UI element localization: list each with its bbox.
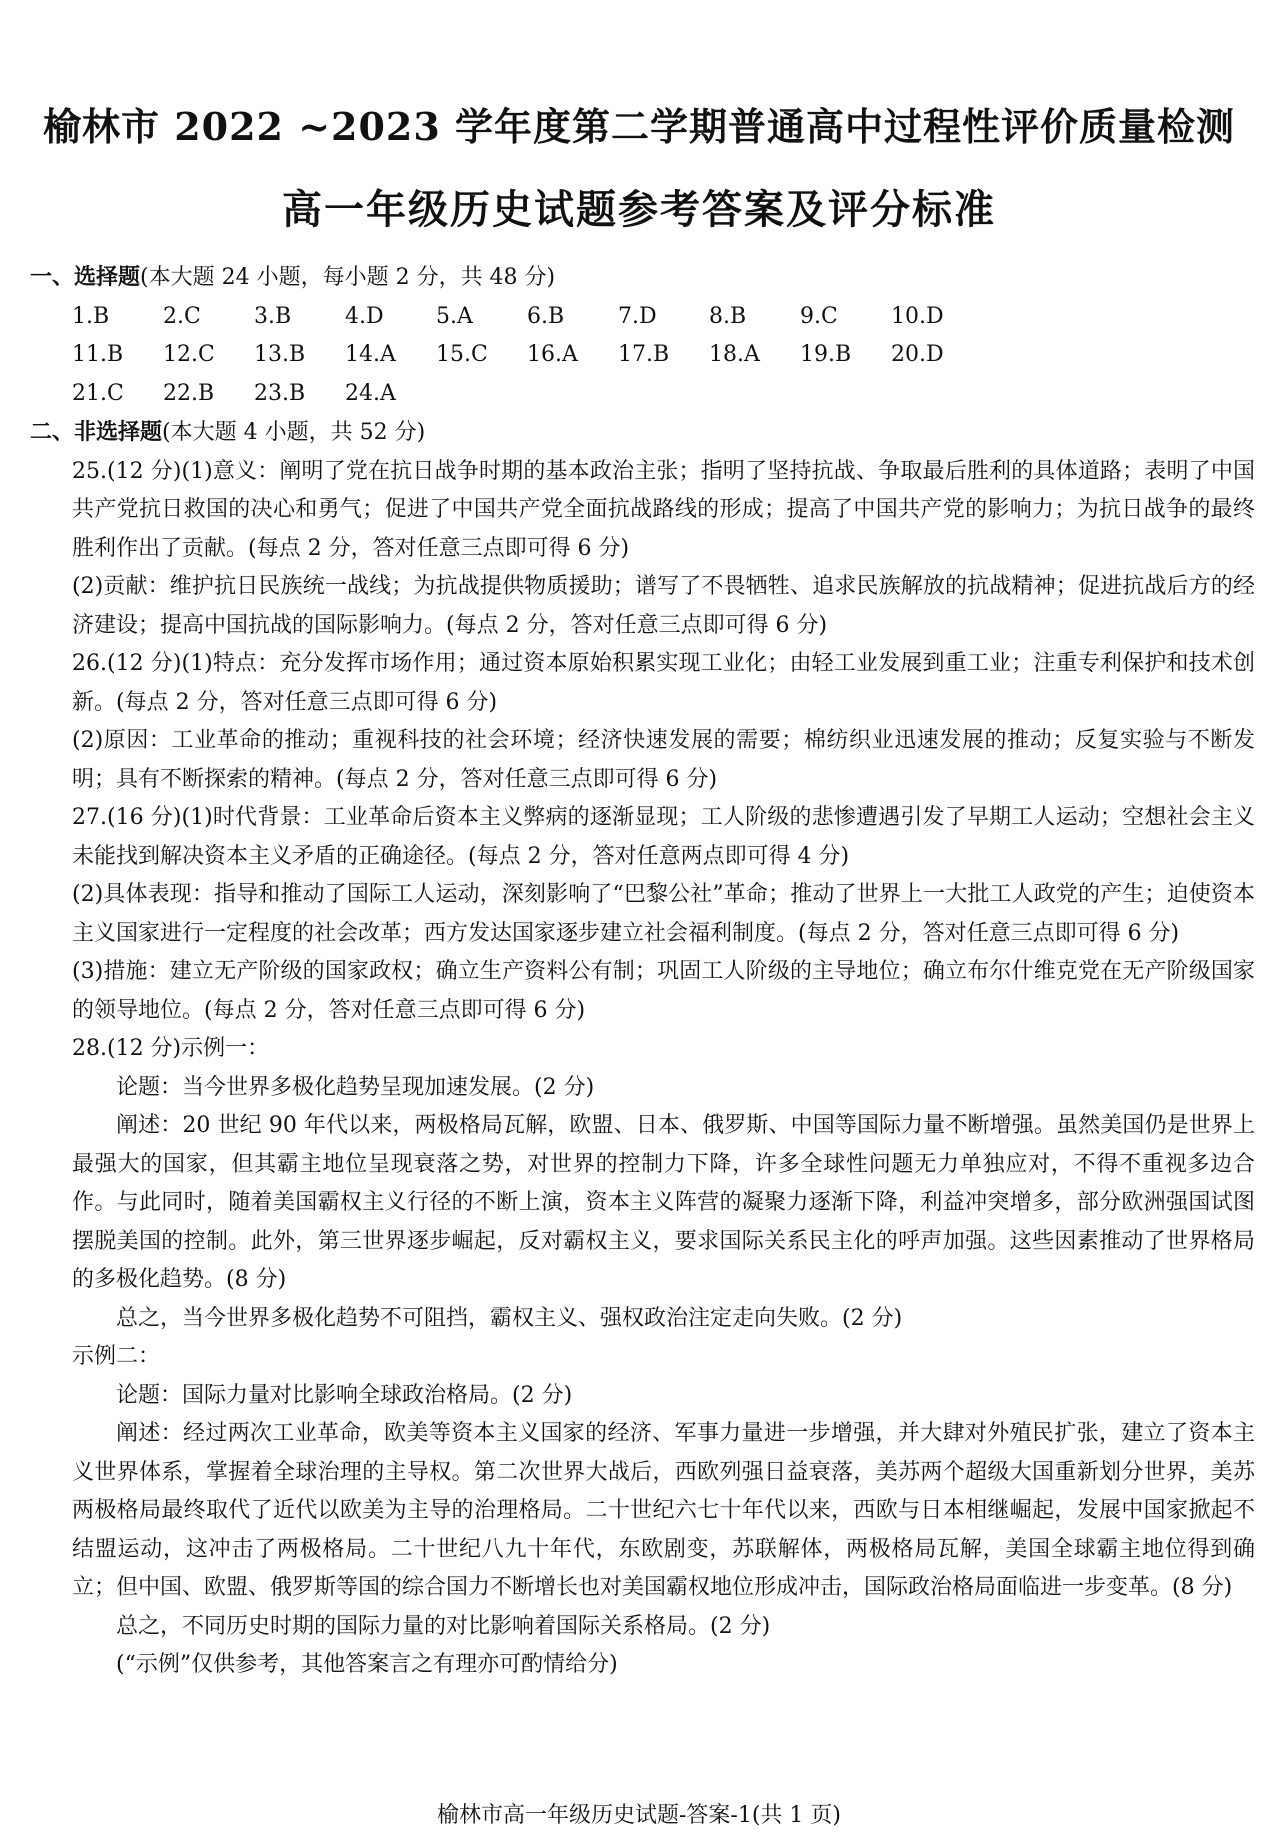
q28-heading: 28.(12 分)示例一： <box>72 1036 270 1061</box>
q28-example1-conclusion: 总之，当今世界多极化趋势不可阻挡，霸权主义、强权政治注定走向失败。(2 分) <box>116 1305 903 1331</box>
section-1-note: (本大题 24 小题，每小题 2 分，共 48 分) <box>140 265 556 290</box>
mc-answer: 14.A <box>345 342 396 367</box>
mc-answer: 23.B <box>254 380 306 406</box>
multiple-choice-answers <box>72 298 1255 414</box>
mc-answer: 7.D <box>618 303 657 329</box>
mc-answer: 19.B <box>800 342 852 367</box>
mc-answer: 16.A <box>527 342 578 367</box>
q28-example2-body: 阐述：经过两次工业革命，欧美等资本主义国家的经济、军事力量进一步增强，并大肆对外殖民扩张，建立了资本主义世界体系，掌握着全球治理的主导权。第二次世界大战后，西欧列强日益衰落，美苏两个超级大国重新划分世界，美苏两极格局最终取代了近代以欧美为主导的治理格局。二十世纪六七十年代以来，西欧与日本相继崛起，发展中国家掀起不结盟运动，这冲击了两极格局。二十世纪八九十年代，东欧剧变，苏联解体，两极格局瓦解，美国全球霸主地位得到确立；但中国、欧盟、俄罗斯等国的综合国力不断增长也对美国霸权地位形成冲击，国际政治格局面临进一步变革。(8 分) <box>72 1421 1255 1600</box>
mc-answer: 17.B <box>618 342 670 367</box>
q28-example1-body: 阐述：20 世纪 90 年代以来，两极格局瓦解，欧盟、日本、俄罗斯、中国等国际力量不断增强。虽然美国仍是世界上最强大的国家，但其霸主地位呈现衰落之势，对世界的控制力下降，许多全球性问题无力单独应对，不得不重视多边合作。与此同时，随着美国霸权主义行径的不断上演，资本主义阵营的凝聚力逐渐下降，利益冲突增多，部分欧洲强国试图摆脱美国的控制。此外，第三世界逐步崛起，反对霸权主义，要求国际关系民主化的呼声加强。这些因素推动了世界格局的多极化趋势。(8 分) <box>72 1113 1255 1292</box>
section-1-title: 一、选择题 <box>30 264 141 290</box>
mc-answer: 3.B <box>254 303 292 329</box>
mc-answer: 8.B <box>709 303 747 329</box>
section-2-note: (本大题 4 小题，共 52 分) <box>162 420 426 445</box>
mc-answer: 12.C <box>163 342 215 367</box>
q25-part1: 25.(12 分)(1)意义：阐明了党在抗日战争时期的基本政治主张；指明了坚持抗战、争取最后胜利的具体道路；表明了中国共产党抗日救国的决心和勇气；促进了中国共产党全面抗战路线的形成；提高了中国共产党的影响力；为抗日战争的最终胜利作出了贡献。(每点 2 分，答对任意三点即可得 6 分) <box>72 458 1255 561</box>
mc-answer: 15.C <box>436 342 488 367</box>
mc-answer: 22.B <box>163 380 215 406</box>
mc-answer: 4.D <box>345 303 384 329</box>
mc-answer: 9.C <box>800 303 838 329</box>
mc-answer: 1.B <box>72 303 110 329</box>
section-1-heading <box>30 258 1255 298</box>
mc-answer: 21.C <box>72 380 124 406</box>
q26-part2: (2)原因：工业革命的推动；重视科技的社会环境；经济快速发展的需要；棉纺织业迅速发展的推动；反复实验与不断发明；具有不断探索的精神。(每点 2 分，答对任意三点即可得 6 分) <box>72 728 1255 792</box>
q27-part3: (3)措施：建立无产阶级的国家政权；确立生产资料公有制；巩固工人阶级的主导地位；确立布尔什维克党在无产阶级国家的领导地位。(每点 2 分，答对任意三点即可得 6 分) <box>72 959 1255 1023</box>
mc-answer: 10.D <box>891 303 944 329</box>
q25-part2: (2)贡献：维护抗日民族统一战线；为抗战提供物质援助；谱写了不畏牺牲、追求民族解放的抗战精神；促进抗战后方的经济建设；提高中国抗战的国际影响力。(每点 2 分，答对任意三点即可得 6 分) <box>72 574 1255 638</box>
mc-answer: 2.C <box>163 303 201 329</box>
mc-answer: 5.A <box>436 303 473 329</box>
mc-answer: 20.D <box>891 342 944 367</box>
section-2-title: 二、非选择题 <box>30 419 163 445</box>
q27-part1: 27.(16 分)(1)时代背景：工业革命后资本主义弊病的逐渐显现；工人阶级的悲惨遭遇引发了早期工人运动；空想社会主义未能找到解决资本主义矛盾的正确途径。(每点 2 分，答对任意两点即可得 4 分) <box>72 805 1255 869</box>
q27-part2: (2)具体表现：指导和推动了国际工人运动，深刻影响了“巴黎公社”革命；推动了世界上一大批工人政党的产生；迫使资本主义国家进行一定程度的社会改革；西方发达国家逐步建立社会福利制度。(每点 2 分，答对任意三点即可得 6 分) <box>72 882 1255 946</box>
exam-title: 榆林市 2022 ~2023 学年度第二学期普通高中过程性评价质量检测 <box>42 104 1236 149</box>
q28-example2-heading: 示例二： <box>72 1344 161 1369</box>
q28-example1-thesis: 论题：当今世界多极化趋势呈现加速发展。(2 分) <box>116 1074 595 1100</box>
mc-answer: 13.B <box>254 342 306 367</box>
q28-example2-conclusion: 总之，不同历史时期的国际力量的对比影响着国际关系格局。(2 分) <box>116 1613 771 1639</box>
section-2-heading <box>30 413 1255 453</box>
q28-example2-thesis: 论题：国际力量对比影响全球政治格局。(2 分) <box>116 1382 573 1408</box>
page-footer: 榆林市高一年级历史试题-答案-1(共 1 页) <box>436 1803 841 1828</box>
mc-answer: 11.B <box>72 342 124 367</box>
q28-remark: (“示例”仅供参考，其他答案言之有理亦可酌情给分) <box>116 1652 618 1677</box>
document-subtitle: 高一年级历史试题参考答案及评分标准 <box>282 186 996 233</box>
q26-part1: 26.(12 分)(1)特点：充分发挥市场作用；通过资本原始积累实现工业化；由轻工业发展到重工业；注重专利保护和技术创新。(每点 2 分，答对任意三点即可得 6 分) <box>72 651 1255 715</box>
answer-body <box>30 258 1255 1685</box>
mc-answer: 24.A <box>345 380 396 406</box>
mc-answer: 18.A <box>709 342 760 367</box>
mc-answer: 6.B <box>527 303 565 329</box>
